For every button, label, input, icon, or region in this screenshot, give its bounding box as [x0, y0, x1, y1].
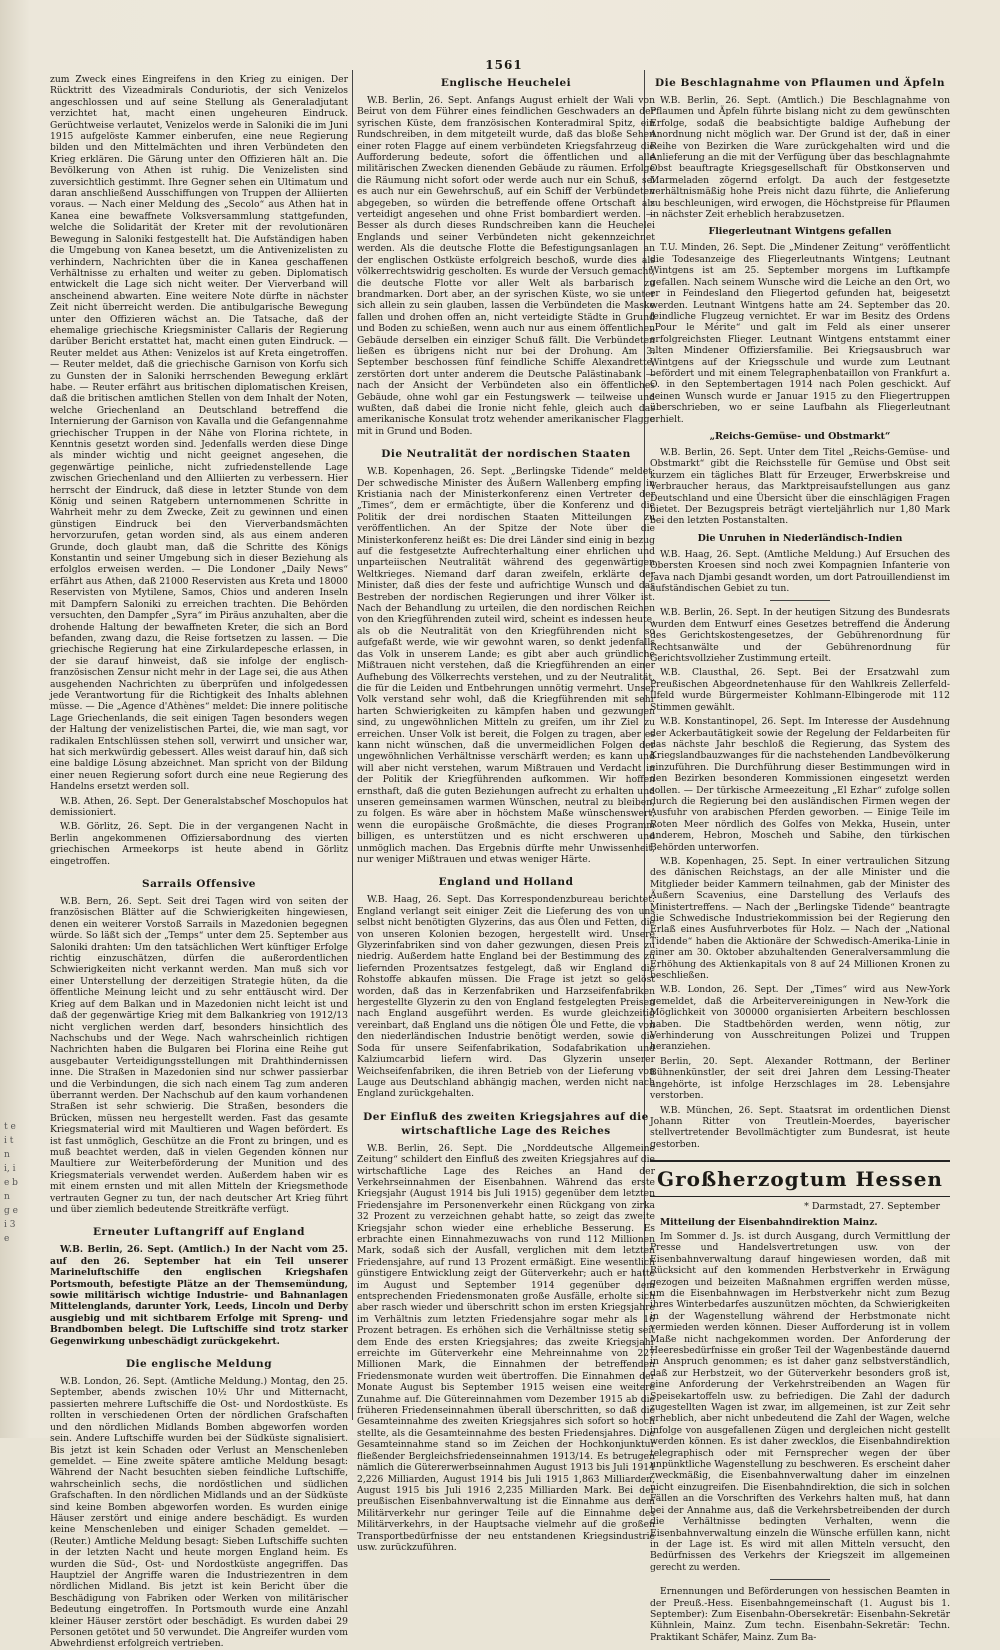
article-heading: „Reichs-Gemüse- und Obstmarkt“	[709, 430, 891, 442]
gutter-margin-text: t e i t n i, i e b n g e i 3 e	[4, 1122, 18, 1244]
section-heading: Großherzogtum Hessen	[650, 1160, 950, 1197]
article-heading: Sarrails Offensive	[142, 878, 256, 891]
article-heading: Der Einfluß des zweiten Kriegsjahres auf die wirtschaftliche Lage des Reiches	[363, 1110, 649, 1137]
article-text: W.B. Berlin, 26. Sept. Die „Norddeutsche Allgemeine Zeitung“ schildert den Einfluß des zweiten Kriegsjahres auf die wirtschaftliche Lage des Reiches an Hand der Verkehrseinnahmen der Eisenbahnen. Während das erste Kriegsjahr (August 1914 bis Juli 1915) gegenüber dem letzten Friedensjahre im Personenverkehr einen Rückgang von zirka 32 Prozent zu verzeichnen gehabt hatte, so zeigt das zweite Kriegsjahr schon wieder eine erhebliche Besserung. Es erbrachte einen Einnahmezuwachs von rund 112 Millionen Mark, sodaß sich der Ausfall, verglichen mit dem letzten Friedensjahre, auf rund 13 Prozent ermäßigt. Eine wesentlich günstigere Entwicklung zeigt der Güterverkehr; auch er hatte im August und September 1914 gegenüber dem entsprechenden Friedensmonaten große Ausfälle, erholte sich aber rasch wieder und überschritt schon im ersten Kriegsjahre im Verhältnis zum letzten Friedensjahre sogar mehr als 16 Prozent betragen. Es erhöhen sich die Verhältnisse stetig seit dem Ende des ersten Kriegsjahres; das zweite Kriegsjahr erreichte im Güterverkehr eine Mehreinnahme von 227 Millionen Mark, die Einnahmen der betreffenden Friedensmonate wurden weit übertroffen. Die Einnahmen der Monate August bis September 1915 weisen eine weitere Zunahme auf. Die Gütereinnahmen vom Dezember 1915 ab die früheren Friedenseinnahmen überall überschritten, so daß die Gesamteinnahme des zweiten Kriegsjahres sich sofort so hoch stellte, als die Gesamteinnahme des besten Friedensjahres. Die Gesamteinnahme stand so im Zeichen der Hochkonjunktur fließender Bergleichsfriedenseinnahmen 1913/14. Es betrugen nämlich die Gütererwerbseinnahmen August 1913 bis Juli 1914 2,226 Milliarden, August 1914 bis Juli 1915 1,863 Milliarden, August 1915 bis Juli 1916 2,235 Milliarden Mark. Bei der preußischen Eisenbahnverwaltung ist die Einnahme aus dem Militärverkehr nur geringer Teile auf die Einnahme des Militärverkehrs, in der Hauptsache vielmehr auf die großen Transportbedürfnisse der neu entstandenen Kriegsindustrie usw. zurückzuführen.	[357, 1142, 655, 1553]
article-heading: Englische Heuchelei	[440, 77, 572, 89]
news-item: W.B. München, 26. Sept. Staatsrat im ordentlichen Dienst Johann Ritter von Treutlein-Moerdes, bayerischer stellvertretender Bevollmächtigter zum Bundesrat, ist heute gestorben.	[650, 1104, 950, 1150]
news-item: W.B. Athen, 26. Sept. Der Generalstabschef Moschopulos hat demissioniert.	[50, 795, 348, 818]
left-column	[50, 74, 348, 1650]
news-item: Ernennungen und Beförderungen von hessischen Beamten in der Preuß.-Hess. Eisenbahngemeinschaft (1. August bis 1. September): Zum Eisenbahn-Obersekretär: Eisenbahn-Sekretär Kühnlein, Mainz. Zum techn. Eisenbahn-Sekretär: Techn. Praktikant Schäfer, Mainz. Zum Ba-	[650, 1586, 950, 1643]
article-text: W.B. Berlin, 26. Sept. (Amtlich.) In der Nacht vom 25. auf den 26. September hat ein Teil unserer Marineluftschiffe den englischen Kriegshafen Portsmouth, befestigte Plätze an der Themsemündung, sowie militärisch wichtige Industrie- und Bahnanlagen Mittelenglands, darunter York, Leeds, Lincoln und Derby ausgiebig und mit sichtbarem Erfolge mit Spreng- und Brandbomben belegt. Die Luftschiffe sind trotz starker Gegenwirkung unbeschädigt zurückgekehrt.	[50, 1244, 348, 1347]
article-text: W.B. Berlin, 26. Sept. (Amtlich.) Die Beschlagnahme von Pflaumen und Äpfeln führte bislang nicht zu dem gewünschten Erfolge, sodaß die beabsichtigte baldige Aufhebung der Anordnung nicht möglich war. Der Grund ist der, daß in einer Reihe von Bezirken die Ware zurückgehalten wird und die Anlieferung an die mit der Verfügung über das beschlagnahmte Obst beauftragte Kriegsgesellschaft für Obstkonserven und Marmeladen zögernd erfolgt. Da auch der festgesetzte verhältnismäßig hohe Preis nicht dazu führte, die Anlieferung zu beschleunigen, wird erwogen, die Höchstpreise für Pflaumen in nächster Zeit erheblich herabzusetzen.	[650, 95, 950, 221]
news-item: W.B. Görlitz, 26. Sept. Die in der vergangenen Nacht in Berlin angekommenen Offiziersabordnung des vierten griechischen Armeekorps ist heute abend in Görlitz eingetroffen.	[50, 821, 348, 867]
article-heading: Fliegerleutnant Wintgens gefallen	[708, 226, 892, 238]
article-text: zum Zweck eines Eingreifens in den Krieg zu einigen. Der Rücktritt des Vizeadmirals Conduriotis, der sich Venizelos angeschlossen und auf seine Stellung als Generaladjutant verzichtet hat, macht einen ungeheuren Eindruck. Gerüchtweise verlautet, Venizelos werde in Saloniki die im Juni 1915 aufgelöste Kammer einberufen, eine neue Regierung bilden und den Mittelmächten und ihren Verbündeten den Krieg erklären. Die Gärung unter den Offizieren hält an. Die Bevölkerung von Athen ist ruhig. Die Venizelisten sind zuversichtlich gestimmt. Ihre Gegner sehen ein Ultimatum und daran anschließend Ausschiffungen von Truppen der Alliierten voraus. — Nach einer Meldung des „Secolo“ aus Athen hat in Kanea eine bewaffnete Volksversammlung stattgefunden, welche die Solidarität der Kreter mit der revolutionären Bewegung in Saloniki festgestellt hat. Die Aufständigen haben die Umgebung von Kanea besetzt, um die Antivenizelisten zu verhindern, Nachrichten über die in Kanea geschaffenen Verhältnisse zu erhalten und weiter zu geben. Diplomatisch entwickelt die Lage sich nicht weiter. Der Vierverband will anscheinend abwarten. Eine weitere Note dürfte in nächster Zeit nicht überreicht werden. Die antibulgarische Bewegung unter den Offizieren wächst an. Die Tatsache, daß der ehemalige griechische Kriegsminister Callaris der Regierung darüber Bericht erstattet hat, macht einen guten Eindruck. — Reuter meldet aus Athen: Venizelos ist auf Kreta eingetroffen. — Reuter meldet, daß die griechische Garnison von Korfu sich zu Gunsten der in Saloniki herrschenden Bewegung erklärt habe. — Reuter erfährt aus britischen diplomatischen Kreisen, daß die britischen amtlichen Stellen von dem Inhalt der Noten, welche Griechenland an Deutschland betreffend die Internierung der Garnison von Kavalla und die Gefangennahme griechischer Truppen in der Nähe von Florina richtete, in Kenntnis gesetzt worden sind. Jedenfalls werden diese Dinge als minder wichtig und nicht geeignet angesehen, die gegenwärtige peinliche, nicht zufriedenstellende Lage zwischen Griechenland und den Alliierten zu verbessern. Hier herrscht der Eindruck, daß diese in letzter Stunde von dem König und seinen Ratgebern unternommenen Schritte in Wahrheit mehr zu dem Zwecke, Zeit zu gewinnen und einen günstigen Eindruck bei den Vierverbandsmächten hervorzurufen, getan worden sind, als aus einem anderen Grunde, doch glaubt man, daß die Schritte des Königs Konstantin und seiner Umgebung sich in dieser Beziehung als erfolglos erweisen werden. — Die Londoner „Daily News“ erfährt aus Athen, daß 21000 Reservisten aus Kreta und 18000 Reservisten von Mytilene, Samos, Chios und anderen Inseln mit Dampfern Saloniki zu erreichen trachten. Die Behörden versuchten, den Dampfer „Syra“ im Piräus anzuhalten, aber die drohende Haltung der bewaffneten Kreter, die sich an Bord befanden, zwang dazu, die Reise fortsetzen zu lassen. — Die griechische Regierung hat eine Zirkulardepesche erlassen, in der sie darauf hinweist, daß sie infolge der englisch-französischen Zensur nicht mehr in der Lage sei, die aus Athen ausgehenden Nachrichten zu überprüfen und infolgedessen jede Verantwortung für die Richtigkeit des Inhalts ablehnen müsse. — Die „Agence d'Athènes“ meldet: Die innere politische Lage Griechenlands, die seit einigen Tagen besonders wegen der Haltung der venizelistischen Partei, die, wie man sagt, vor radikalen Entschlüssen stehen soll, verwirrt und unsicher war, hat sich merkwürdig gebessert. Alles weist darauf hin, daß sich eine baldige Lösung abzeichnet. Man spricht von der Bildung einer neuen Regierung sofort durch eine neue Regierung des Handelns ersetzt werden soll.	[50, 74, 348, 793]
article-text: W.B. Kopenhagen, 26. Sept. „Berlingske Tidende“ meldet: Der schwedische Minister des Äußern Wallenberg empfing in Kristiania nach der Ministerkonferenz einen Vertreter der „Times“, dem er ermächtigte, über die Konferenz und die Politik der drei nordischen Staaten Mitteilungen zu veröffentlichen. An der Spitze der Note über die Ministerkonferenz heißt es: Die drei Länder sind einig in bezug auf die festgesetzte Aufrechterhaltung einer ehrlichen und unparteiischen Neutralität während des gegenwärtigen Weltkrieges. Niemand darf daran zweifeln, erklärte der Minister, daß dies der feste und aufrichtige Wunsch und das Bestreben der nordischen Regierungen und ihrer Völker ist. Nach der Behandlung zu urteilen, die den nordischen Reichen von den Kriegführenden zuteil wird, scheint es indessen heute, als ob die Neutralität von den Kriegführenden nicht so aufgefaßt werde, wie wir gewohnt waren, so denkt jedenfalls das Volk in unserem Lande; es gibt aber auch gründliche Mißtrauen nicht verstehen, daß die Kriegführenden an einer Aufhebung des Völkerrechts verstehen, und zu der Neutralität, die für die Leiden und Entbehrungen unnötig vermehrt. Unser Volk verstand sehr wohl, daß die Kriegführenden mit sehr harten Schwierigkeiten zu kämpfen haben und gezwungen sind, zu ungewöhnlichen Mitteln zu greifen, um ihr Ziel zu erreichen. Unser Volk ist bereit, die Folgen zu tragen, aber es kann nicht wünschen, daß die unvermeidlichen Folgen der ungewöhnlichen Verhältnisse verschärft werden; es kann und will aber nicht verstehen, warum Mißtrauen und Verdacht in der Politik der Kriegführenden aufkommen. Wir hoffen ernsthaft, daß die guten Beziehungen aufrecht zu erhalten und unseren gemeinsamen warmen Wünschen, neutral zu bleiben, zu folgen. Es wäre aber in höchstem Maße wünschenswert, wenn die europäische Großmächte, die dieses Programm billigen, es unterstützen und es nicht erschweren und unmöglich machen. Das Ergebnis dürfte mehr Unwissenheit, nur weniger Mißtrauen und etwas weniger Härte.	[357, 466, 655, 865]
article-heading: Die Neutralität der nordischen Staaten	[381, 448, 631, 461]
page-number: 1561	[485, 58, 523, 72]
article-text: W.B. Haag, 26. Sept. (Amtliche Meldung.) Auf Ersuchen des Obersten Kroesen sind noch zwei Kompagnien Infanterie von Java nach Djambi gesandt worden, um dort Patrouillendienst im aufständischen Gebiet zu tun.	[650, 548, 950, 595]
article-heading: Die Unruhen in Niederländisch-Indien	[697, 532, 903, 544]
divider	[770, 600, 830, 601]
article-heading: Erneuter Luftangriff auf England	[93, 1226, 305, 1239]
news-item: W.B. London, 26. Sept. Der „Times“ wird aus New-York gemeldet, daß die Arbeitervereinigungen in New-York die Möglichkeit von 300000 organisierten Arbeitern beschlossen haben. Die Stadtbehörden werden, wenn nötig, zur Verhinderung von Ausschreitungen Polizei und Truppen heranziehen.	[650, 984, 950, 1053]
news-item: W.B. Konstantinopel, 26. Sept. Im Interesse der Ausdehnung der Ackerbautätigkeit sowie der Regelung der Feldarbeiten für das nächste Jahr beschloß die Regierung, das System des Kriegslandbauzwanges für die nachstehenden Landbevölkerung einzuführen. Die Durchführung dieser Bestimmungen wird in den Bezirken besonderen Kommissionen eingesetzt werden sollen. — Der türkische Armeezeitung „El Ezhar“ zufolge sollen durch die Regierung bei den ausländischen Firmen wegen der Ausfuhr von arabischen Pferden geworben. — Einige Teile im Roten Meer nördlich des Golfes von Mekka, Husein, unter anderem, Hebron, Moscheh und Sabihe, den türkischen Behörden unterworfen.	[650, 716, 950, 853]
article-text: W.B. London, 26. Sept. (Amtliche Meldung.) Montag, den 25. September, abends zwischen 10½ Uhr und Mitternacht, passierten mehrere Luftschiffe die Ost- und Nordostküste. Es rollten in verschiedenen Orten der nördlichen Grafschaften und den nördlichen Midlands Bomben abgeworfen worden sein. Andere Luftschiffe wurden bei der Südküste signalisiert. Bis jetzt ist kein Schaden oder Verlust an Menschenleben gemeldet. — Eine zweite spätere amtliche Meldung besagt: Während der Nacht besuchten sieben feindliche Luftschiffe, wahrscheinlich sechs, die nordöstlichen und südlichen Grafschaften. In den nördlichen Midlands und an der Südküste sind keine Bomben abgeworfen worden. Es wurden einige Häuser zerstört und einige andere beschädigt. Es wurden keine Menschenleben und einiger Schaden gemeldet. — (Reuter.) Amtliche Meldung besagt: Sieben Luftschiffe suchten in der letzten Nacht und heute morgen England heim. Es wurden die Süd-, Ost- und Nordostküste angegriffen. Das Hauptziel der Angriffe waren die Industriezentren in dem nördlichen Midland. Bis jetzt ist kein Bericht über die Beschädigung von Fabriken oder Werken von militärischer Bedeutung eingetroffen. In Portsmouth wurde eine Anzahl kleiner Häuser zerstört oder beschädigt. Es wurden dabei 29 Personen getötet und 50 verwundet. Die Angreifer wurden vom Abwehrdienst erfolgreich vertrieben.	[50, 1376, 348, 1650]
news-item: W.B. Clausthal, 26. Sept. Bei der Ersatzwahl zum Preußischen Abgeordnetenhause für den Wahlkreis Zellerfeld-Ilfeld wurde Bürgermeister Kohlmann-Elbingerode mit 112 Stimmen gewählt.	[650, 667, 950, 713]
news-item: W.B. Berlin, 26. Sept. In der heutigen Sitzung des Bundesrats wurden dem Entwurf eines Gesetzes betreffend die Änderung des Gerichtskostengesetzes, der Gebührenordnung für Rechtsanwälte und der Gebührenordnung für Gerichtsvollzieher Zustimmung erteilt.	[650, 607, 950, 665]
article-heading: England und Holland	[438, 876, 574, 889]
news-item: Berlin, 20. Sept. Alexander Rottmann, der Berliner Bühnenkünstler, der seit drei Jahren dem Lessing-Theater angehörte, ist infolge Herzschlages im 28. Lebensjahre verstorben.	[650, 1055, 950, 1102]
right-column	[650, 74, 950, 1643]
article-heading: Die englische Meldung	[125, 1358, 273, 1371]
middle-column	[357, 74, 655, 1553]
article-text: W.B. Haag, 26. Sept. Das Korrespondenzbureau berichtet: England verlangt seit einiger Zeit die Lieferung des von uns selbst nicht benötigten Glyzerins, das aus Ölen und Fetten, die von unseren Kolonien bezogen, hergestellt wird. Unsere Glyzerinfabriken sind von daher gezwungen, diesen Preis zu niedrig. Außerdem hatte England bei der Bestimmung des zu liefernden Prozentsatzes festgelegt, daß wir England die Rohstoffe abkaufen müssen. Die Frage ist jetzt so gelöst worden, daß das in Kerzenfabriken und Harzseifenfabriken hergestellte Glyzerin zu den von England festgelegten Preisen nach England ausgeführt werden. Es wurde gleichzeitig vereinbart, daß England uns die nötigen Öle und Fette, die von den niederländischen Industrie benötigt werden, sowie die Soda für unsere Seifenfabrikation, Sodafabrikation und Kalziumcarbid liefern wird. Das Glyzerin unserer Weichseifenfabriken, die ihren Betrieb von der Lieferung von Lauge aus Deutschland abhängig machen, werden nicht nach England zurückgehalten.	[357, 894, 655, 1100]
article-text: W.B. Bern, 26. Sept. Seit drei Tagen wird von seiten der französischen Blätter auf die Schwierigkeiten hingewiesen, denen ein weiterer Vorstoß Sarrails in Mazedonien begegnen würde. So läßt sich der „Temps“ unter dem 25. September aus Saloniki drahten: Um den tatsächlichen Wert künftiger Erfolge richtig einzuschätzen, dürfen die außerordentlichen Schwierigkeiten nicht verkannt werden. Man muß sich vor einer Unterstellung der derzeitigen Strategie hüten, da die öffentliche Meinung leicht und zu sehr enttäuscht wird. Der Krieg auf dem Balkan und in Mazedonien nicht leicht ist und daß der gegenwärtige Krieg mit dem Balkankrieg von 1912/13 nicht verglichen werden darf, besonders hinsichtlich des Nachschubs und der Wege. Nach wahrscheinlich richtigen Nachrichten haben die Bulgaren bei Florina eine Reihe gut ausgebauter Verteidigungsstellungen mit Drahthindernissen inne. Die Straßen in Mazedonien sind nur schwer passierbar und die Verbindungen, die sich nach einem Tag zum anderen überrannt werden. Der Nachschub auf den kaum vorhandenen Straßen ist sehr schwierig. Die Straßen, besonders die Brücken, müssen neu hergestellt werden. Fast das gesamte Kriegsmaterial wird mit Maultieren und Wagen befördert. Es ist fast unmöglich, Geschütze an die Front zu bringen, und es muß beachtet werden, daß in vielen Gegenden können nur Maultiere zur Weiterbeförderung der Munition und des Kriegsmaterials verwendet werden. Außerdem haben wir es mit einem ernsten und mit allen Mitteln der Kriegsmethode vertrauten Gegner zu tun, der nach deutscher Art Krieg führt und über ziemlich bedeutende Streitkräfte verfügt.	[50, 896, 348, 1215]
news-item: W.B. Kopenhagen, 25. Sept. In einer vertraulichen Sitzung des dänischen Reichstags, an der alle Minister und die Mitglieder beider Kammern teilnahmen, gab der Minister des Äußern Scavenius, eine Darstellung des Verlaufs des Ministertreffens. — Nach der „Berlingske Tidende“ beantragte die Schwedische Industriekommission bei der Regierung den Erlaß eines Ausfuhrverbotes für Holz. — Nach der „National Tidende“ haben die Aktionäre der Schwedisch-Amerika-Linie in einer am 30. Oktober abzuhaltenden Generalversammlung die Erhöhung des Aktienkapitals von 8 auf 24 Millionen Kronen zu beschließen.	[650, 855, 950, 982]
article-text: W.B. Berlin, 26. Sept. Anfangs August erhielt der Wali von Beirut von dem Führer eines feindlichen Geschwaders an der syrischen Küste, dem französischen Konteradmiral Spitz, ein Rundschreiben, in dem mitgeteilt wurde, daß das bloße Sehen einer roten Flagge auf einem verbündeten Kriegsfahrzeug die Aufforderung bedeute, sofort die öffentlichen und alle militärischen Zwecken dienenden Gebäude zu räumen. Erfolge die Räumung nicht sofort oder werde auch nur ein Schuß, sei es auch nur ein Gewehrschuß, auf ein Schiff der Verbündeten abgegeben, so würden die betreffende offene Ortschaft als verteidigt angesehen und ohne Frist bombardiert werden. — Besser als durch dieses Rundschreiben kann die Heuchelei Englands und seiner Verbündeten nicht gekennzeichnet werden. Als die deutsche Flotte die Befestigungsanlagen an der englischen Ostküste erfolgreich beschoß, wurde dies als völkerrechtswidrig gescholten. Es wurde der Versuch gemacht, die deutsche Flotte vor aller Welt als barbarisch zu brandmarken. Dort aber, an der syrischen Küste, wo sie unter sich allein zu sein glauben, lassen die Verbündeten die Maske fallen und drohen offen an, nicht verteidigte Städte in Grund und Boden zu schießen, wenn auch nur aus einem öffentlichen Gebäude derselben ein einziger Schuß fällt. Die Verbündeten ließen es übrigens nicht nur bei der Drohung. Am 3. September beschossen fünf feindliche Schiffe Alexandrette, zerstörten dort unter anderem die Deutsche Palästinabank — nach der Ansicht der Verbündeten also ein öffentliches Gebäude, ohne wohl gar ein Festungswerk — teilweise und wußten, daß dabei die Ironie nicht fehle, gleich auch das amerikanische Konsulat trotz wehender amerikanischer Flagge mit in Grund und Boden.	[357, 95, 655, 437]
divider	[770, 1579, 830, 1580]
article-heading: Die Beschlagnahme von Pflaumen und Äpfeln	[655, 77, 945, 89]
article-text: Im Sommer d. Js. ist durch Ausgang, durch Vermittlung der Presse und Handelsvertretungen usw. von der Eisenbahnverwaltung darauf hingewiesen worden, daß mit Rücksicht auf den kommenden Herbstverkehr in Erwägung gezogen und beizeiten Maßnahmen ergriffen werden müsse, um die Eisenbahnwagen im Herbstverkehr nicht zum Bezug ihres Winterbedarfes auszunützen möchten, da Schwierigkeiten in der Wagenstellung während der Herbstmonate nicht vermieden werden können. Dieser Aufforderung ist in vollem Maße nicht nachgekommen worden. Der Anforderung der Heeresbedürfnisse ein großer Teil der Wagenbestände dauernd in Anspruch genommen; es ist daher ganz selbstverständlich, daß zur Herbstzeit, wo der Güterverkehr besonders groß ist, eine Anforderung der Verkehrstreibenden an Wagen für Speisekartoffeln usw. zu befriedigen. Die Zahl der dadurch zugestellten Wagen ist zwar, im allgemeinen, ist zur Zeit sehr erheblich, aber nicht unbedeutend die Zahl der Wagen, welche infolge von ausgefallenen Zügen und dergleichen nicht gestellt werden können. Es ist daher zwecklos, die Eisenbahndirektion telegraphisch oder mit Fernsprecher wegen der über unpünktliche Wagenstellung zu beschweren. Es erscheint daher zweckmäßig, die Eisenbahnverwaltung daher im einzelnen nicht einzugreifen. Die Eisenbahndirektion, die sich in solchen Fällen an die Vorschriften des Verkehrs halten muß, hat dann bei der Annahme aus, daß die Verkehrsbetreibenden der durch die Verhältnisse bedingten Verhalten, wenn die Eisenbahnverwaltung einzeln die Wünsche erfüllen kann, nicht in der Lage ist. Es wird mit allen Mitteln versucht, den Bedürfnissen des Verkehrs der Kriegszeit im allgemeinen gerecht zu werden.	[650, 1230, 950, 1573]
article-text: W.B. Berlin, 26. Sept. Unter dem Titel „Reichs-Gemüse- und Obstmarkt“ gibt die Reichsstelle für Gemüse und Obst seit kurzem ein tägliches Blatt für Erzeuger, Erwerbskreise und Verbraucher heraus, das Marktpreisaufstellungen aus ganz Deutschland und eine Übersicht über die einschlägigen Fragen bietet. Der Bezugspreis beträgt vierteljährlich nur 1,80 Mark bei den letzten Postanstalten.	[650, 446, 950, 527]
dateline: * Darmstadt, 27. September	[804, 1201, 940, 1213]
article-text: T.U. Minden, 26. Sept. Die „Mindener Zeitung“ veröffentlicht die Todesanzeige des Fliegerleutnants Wintgens; Leutnant Wintgens ist am 25. September morgens im Luftkampfe gefallen. Nach seinem Wunsche wird die Leiche an den Ort, wo er in Feindesland den Fliegertod gefunden hat, beigesetzt werden. Leutnant Wintgens hatte am 24. September das 20. feindliche Flugzeug vernichtet. Er war im Besitz des Ordens „Pour le Mérite“ und galt im Feld als einer unserer erfolgreichsten Flieger. Leutnant Wintgens entstammt einer alten Mindener Offiziersfamilie. Bei Kriegsausbruch war Wintgens auf der Kriegsschule und wurde zum Leutnant befördert und mit einem Telegraphenbataillon von Frankfurt a. O. in den Septembertagen 1914 nach Polen geschickt. Auf seinen Wunsch wurde er Januar 1915 zu den Fliegertruppen überschrieben, wo er seine Laufbahn als Fliegerleutnant erhielt.	[650, 242, 950, 425]
article-subheading: Mitteilung der Eisenbahndirektion Mainz.	[660, 1216, 878, 1228]
column-rule	[352, 70, 353, 1420]
